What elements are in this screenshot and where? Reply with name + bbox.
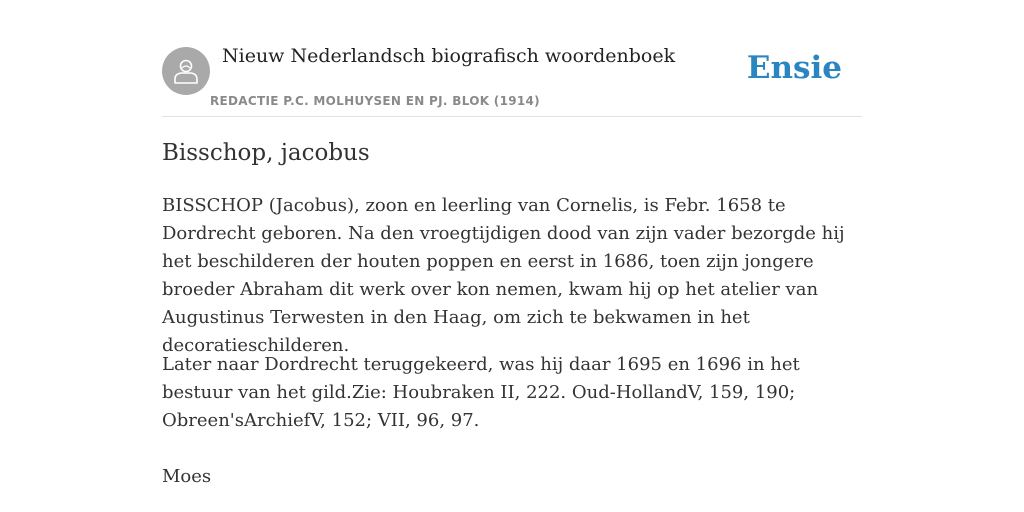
ensie-logo[interactable]: Ensie [746, 50, 842, 86]
entry-author: Moes [162, 466, 212, 487]
entry-paragraph: Later naar Dordrecht teruggekeerd, was hij daar 1695 en 1696 in het bestuur van het gild.Zie: Houbraken II, 222. Oud-HollandV, 159, 190; Obreen'sArchiefV, 152; VII, 96, 97. [162, 354, 800, 431]
avatar[interactable] [162, 47, 210, 95]
page-container [162, 0, 862, 487]
book-title[interactable]: Nieuw Nederlandsch biografisch woordenboek [222, 45, 676, 67]
user-silhouette-icon [173, 57, 199, 85]
book-header [162, 0, 862, 117]
entry-paragraph: BISSCHOP (Jacobus), zoon en leerling van Cornelis, is Febr. 1658 te Dordrecht geboren. Na den vroegtijdigen dood van zijn vader bezorgde hij het beschilderen der houten poppen en eerst in 1686, toen zijn jongere broeder Abraham dit werk over kon nemen, kwam hij op het atelier van Augustinus Terwesten in den Haag, om zich te bekwamen in het decoratieschilderen. [162, 195, 845, 356]
book-editors: REDACTIE P.C. MOLHUYSEN EN PJ. BLOK (1914) [210, 94, 540, 108]
entry-title: Bisschop, jacobus [162, 140, 370, 166]
